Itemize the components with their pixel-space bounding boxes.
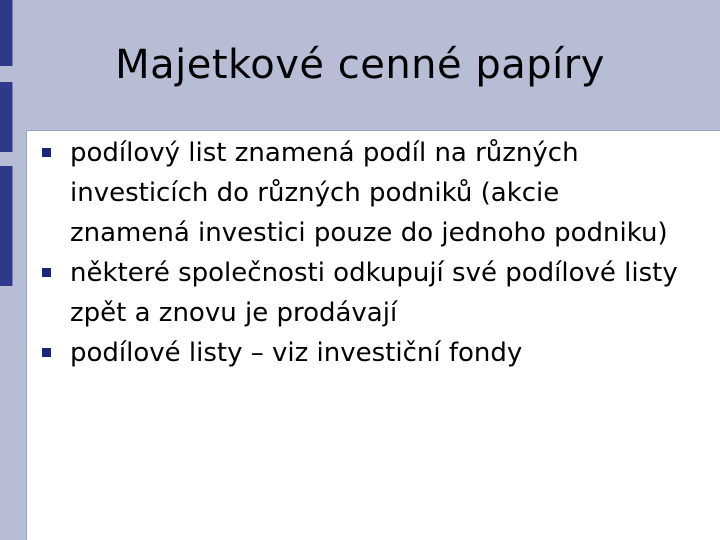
bullet-item [42,333,682,373]
bullet-text: některé společnosti odkupují své podílové listy zpět a znovu je prodávají [70,258,678,328]
slide-title: Majetkové cenné papíry [115,42,605,88]
bullet-item [42,133,682,253]
strip-block [0,166,13,286]
square-bullet-icon [42,268,51,277]
bullet-list [42,133,682,373]
square-bullet-icon [42,348,51,357]
bullet-text: podílové listy – viz investiční fondy [70,338,523,368]
bullet-text: podílový list znamená podíl na různých investicích do různých podniků (akcie znamená investici pouze do jednoho podniku) [70,138,668,248]
square-bullet-icon [42,148,51,157]
bullet-item [42,253,682,333]
strip-block [0,82,13,152]
